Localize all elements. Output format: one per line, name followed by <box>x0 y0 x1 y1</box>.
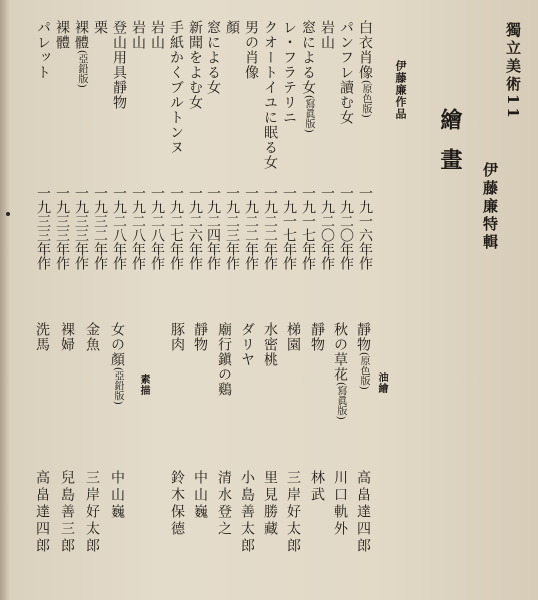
work-title: 男の肖像 <box>243 20 259 80</box>
work-year: 一九二八年作 <box>130 186 146 270</box>
sketch-artist: 高畠達四郎 <box>34 470 50 555</box>
work-title: 栗 <box>92 20 108 35</box>
work-year: 一九二二年作 <box>243 186 259 270</box>
section-heading: 繪畫 <box>437 108 463 188</box>
work-title: 岩山 <box>149 20 165 50</box>
oil-title: 豚肉 <box>169 322 185 352</box>
work-title: レ・フラテリニ <box>281 20 297 125</box>
oil-title: 靜物(原色版) <box>355 322 371 390</box>
work-title: 登山用具靜物 <box>111 20 127 110</box>
work-year: 一九三二年作 <box>92 186 108 270</box>
work-year: 一九三三年作 <box>73 186 89 270</box>
oil-artist: 中山巍 <box>192 470 208 521</box>
oil-note: (原色版) <box>358 352 369 390</box>
work-title: パレット <box>35 20 51 80</box>
author-label: 伊藤廉特輯 <box>481 162 499 252</box>
work-year: 一九二八年作 <box>149 186 165 270</box>
sketch-title: 女の顏(亞鉛版) <box>109 322 125 405</box>
oil-artist: 川口軌外 <box>332 470 348 538</box>
oil-artist: 三岸好太郎 <box>285 470 301 555</box>
sketch-note: (亞鉛版) <box>112 367 123 405</box>
work-year: 一九一七年作 <box>281 186 297 270</box>
oil-artist: 林武 <box>309 470 325 504</box>
oil-title: 靜物 <box>192 322 208 352</box>
oil-artist: 里見勝藏 <box>262 470 278 538</box>
work-title: 新聞をよむ女 <box>187 20 203 110</box>
sketch-artist: 中山巍 <box>109 470 125 521</box>
oil-artist: 小島善太郎 <box>239 470 255 555</box>
work-note: (亞鉛版) <box>76 50 87 88</box>
page-edge-shadow <box>0 0 10 600</box>
oil-artist: 高畠達四郎 <box>355 470 371 555</box>
sketch-artist: 三岸好太郎 <box>84 470 100 555</box>
work-title: 岩山 <box>130 20 146 50</box>
work-title: 窓による女 <box>205 20 221 95</box>
oil-heading: 油繪 <box>376 372 387 394</box>
work-year: 一九三三年作 <box>35 186 51 270</box>
work-title: 顏 <box>224 20 240 35</box>
oil-title: 靜物 <box>309 322 325 352</box>
sketch-title: 金魚 <box>84 322 100 352</box>
sketch-title: 洗馬 <box>34 322 50 352</box>
work-year: 一九一七年作 <box>300 186 316 270</box>
sketch-title: 裸婦 <box>59 322 75 352</box>
oil-artist: 鈴木保德 <box>169 470 185 538</box>
work-title: 裸體(亞鉛版) <box>73 20 89 88</box>
work-year: 一九三三年作 <box>54 186 70 270</box>
oil-title: 梯園 <box>285 322 301 352</box>
work-note: (原色版) <box>360 80 371 118</box>
work-year: 一九二二年作 <box>262 186 278 270</box>
work-title: 手紙かくブルトンヌ <box>168 20 184 155</box>
work-year: 一九二四年作 <box>205 186 221 270</box>
oil-title: 水密桃 <box>262 322 278 367</box>
work-title: 岩山 <box>319 20 335 50</box>
work-year: 一九二七年作 <box>168 186 184 270</box>
work-title: 裸體 <box>54 20 70 50</box>
work-year: 一九一六年作 <box>357 186 373 270</box>
sketch-heading: 素描 <box>138 374 149 396</box>
sketch-artist: 兒島善三郎 <box>59 470 75 555</box>
work-year: 一九二六年作 <box>187 186 203 270</box>
work-year: 一九二八年作 <box>111 186 127 270</box>
series-label: 獨立美術11 <box>504 22 522 121</box>
oil-artist: 清水登之 <box>216 470 232 538</box>
oil-title: ダリヤ <box>239 322 255 367</box>
work-title: 白衣肖像(原色版) <box>357 20 373 118</box>
oil-title: 秋の草花(寫眞版) <box>332 322 348 420</box>
work-title: クオートイユに眠る女 <box>262 20 278 170</box>
work-year: 一九二三年作 <box>224 186 240 270</box>
work-title: パンフレ讀む女 <box>338 20 354 125</box>
ink-dot <box>6 212 10 216</box>
work-year: 一九二〇年作 <box>338 186 354 270</box>
work-title: 窓による女(寫眞版) <box>300 20 316 133</box>
artist-works-heading: 伊藤廉作品 <box>394 60 407 120</box>
oil-note: (寫眞版) <box>335 382 346 420</box>
work-note: (寫眞版) <box>303 95 314 133</box>
oil-title: 廟行鎭の鷄 <box>216 322 232 397</box>
work-year: 一九二〇年作 <box>319 186 335 270</box>
